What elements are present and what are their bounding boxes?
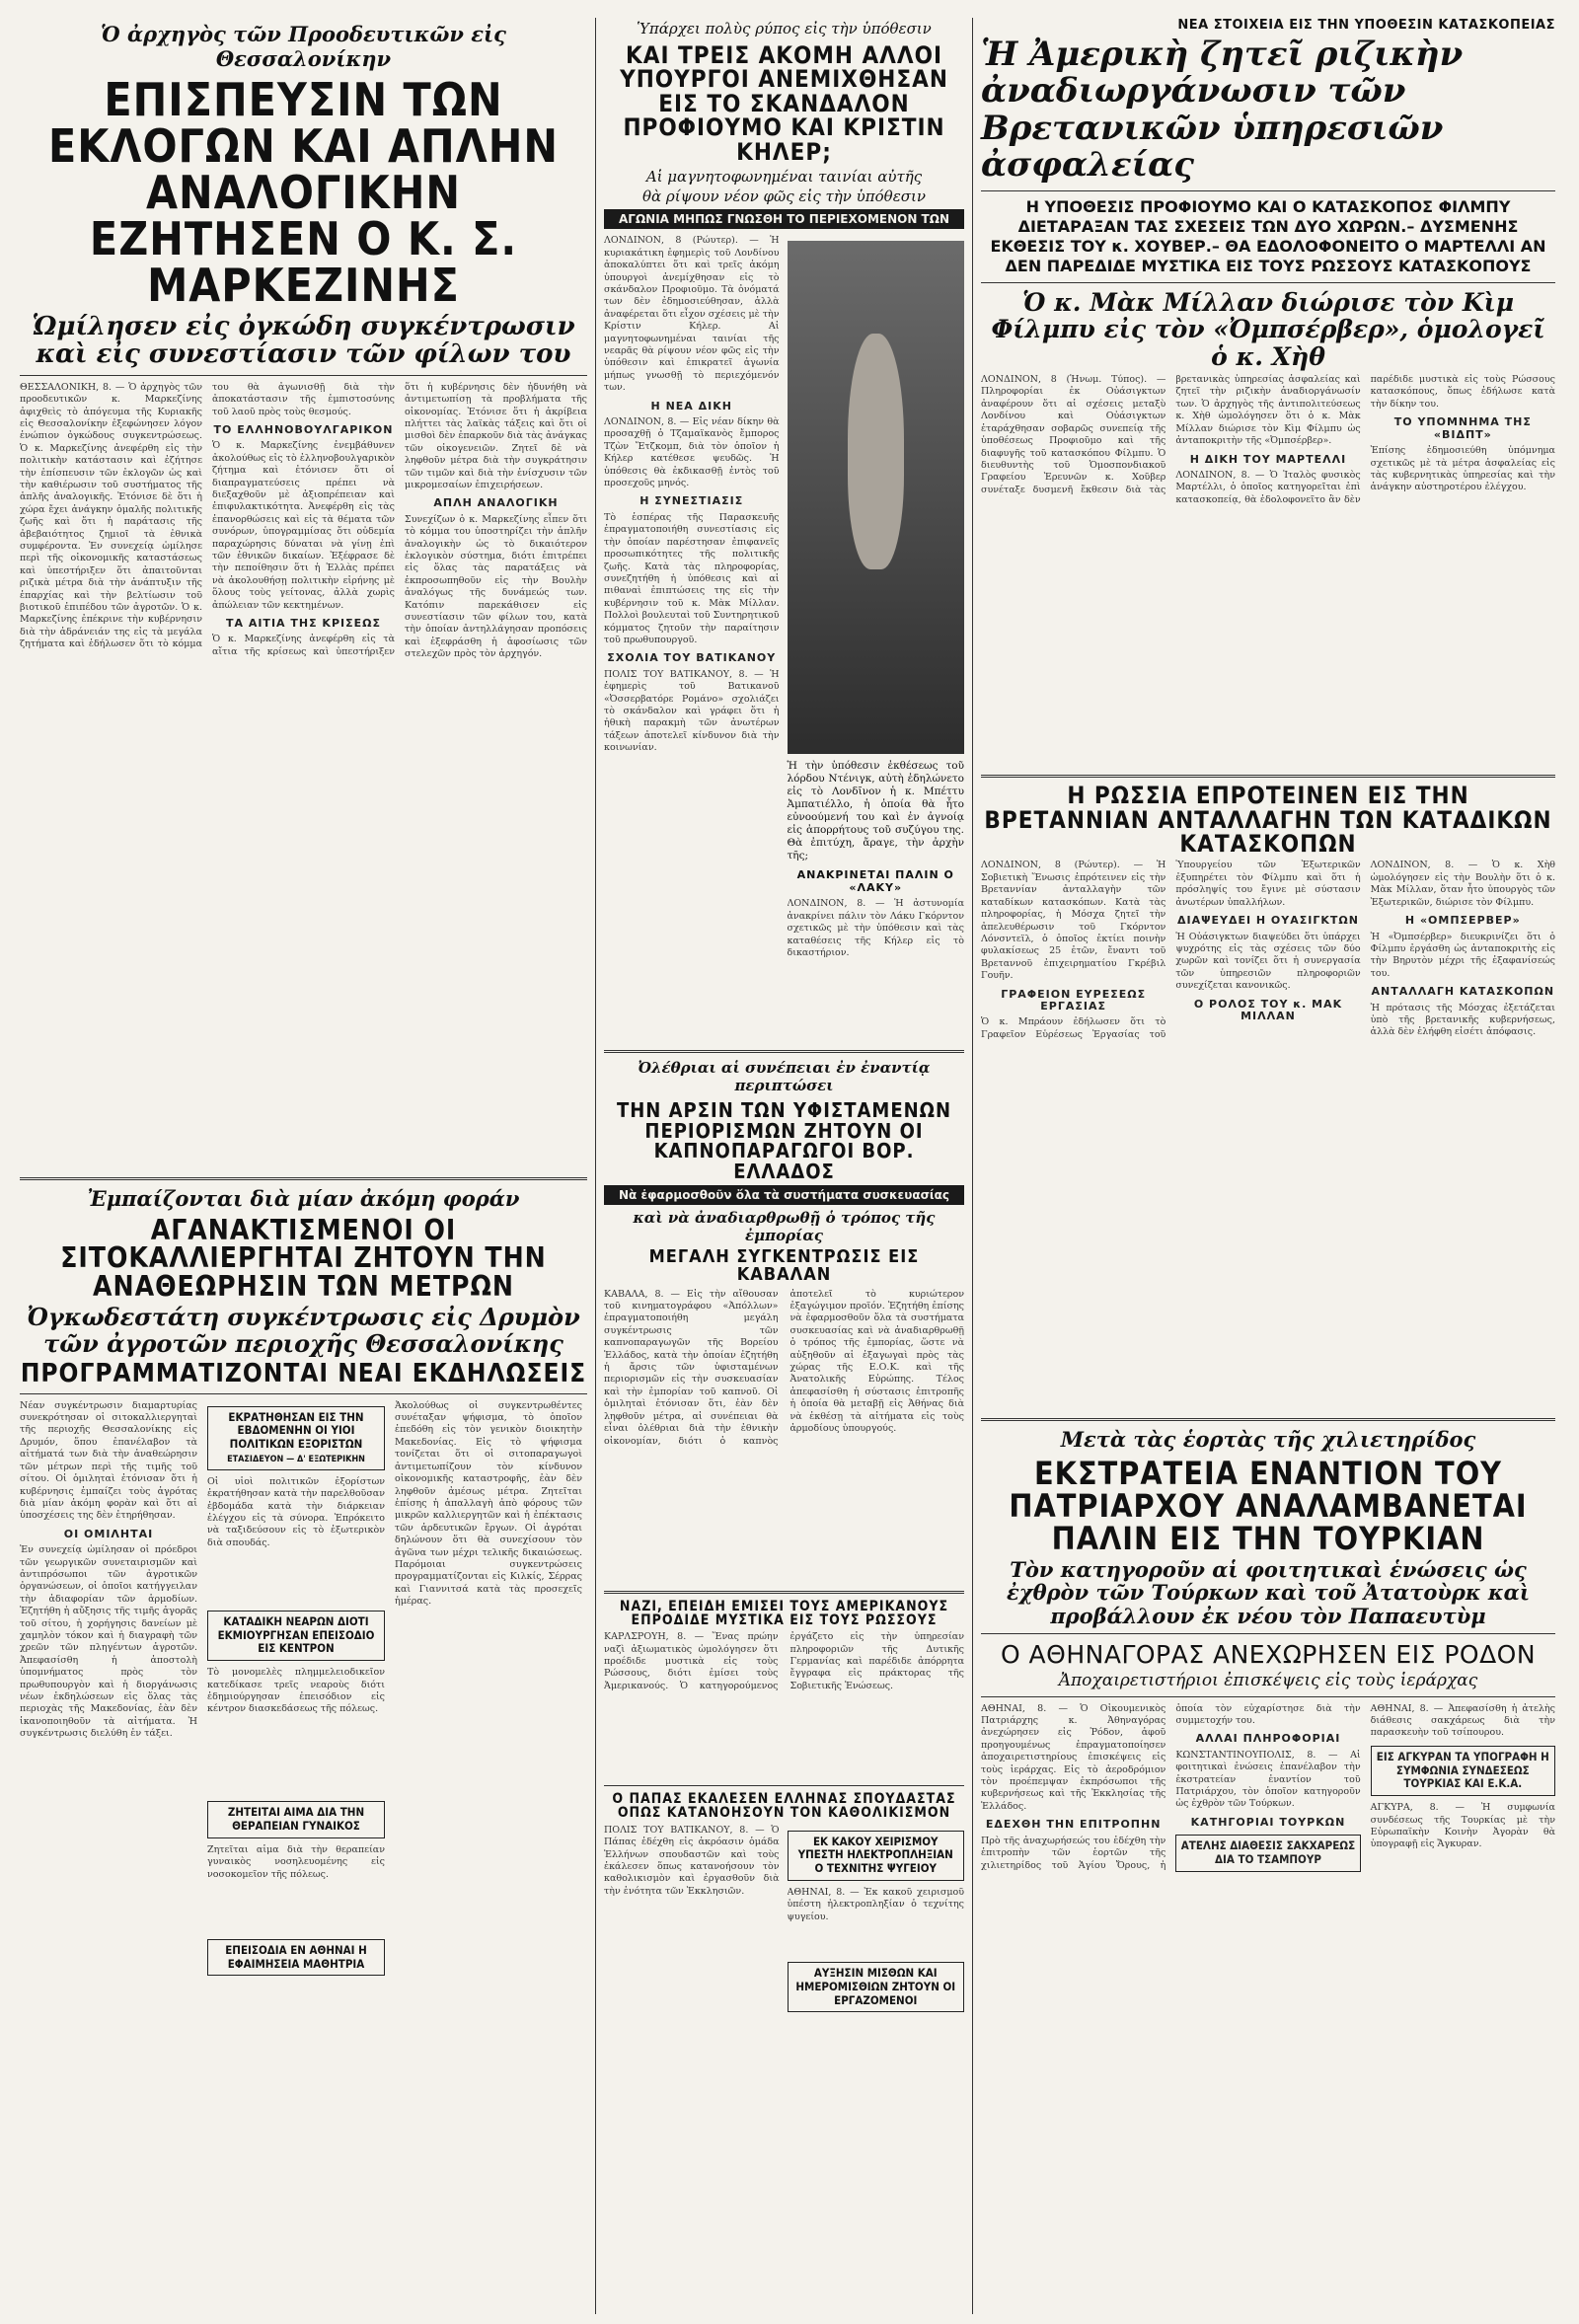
- section-vatikanou: ΣΧΟΛΙΑ ΤΟΥ ΒΑΤΙΚΑΝΟΥ: [607, 651, 777, 665]
- article-philby: ΛΟΝΔΙΝΟΝ, 8 (Ἡνωμ. Τύπος). — Πληροφορίαι ἐκ Οὐάσιγκτων ἀναφέρουν ὅτι αἱ σχέσεις μεταξὺ Λονδίνου καὶ Οὐάσιγκτων ἐταράχθησαν σοβαρῶς συνεπείᾳ τῆς ὑποθέσεως Προφιοῦμο καὶ τῆς διαφυγῆς τοῦ κατασκόπου Φίλμπυ. Ὁ διευθυντὴς τοῦ Ὁμοσπονδιακοῦ Γραφείου Ἐρευνῶν κ. Χοῦβερ συνέταξε δυσμενῆ ἔκθεσιν διὰ τὰς βρετανικὰς ὑπηρεσίας ἀσφαλείας καὶ ζητεῖ τὴν ριζικὴν ἀναδιοργάνωσίν των. Ὁ ἀρχηγὸς τῆς ἀντιπολιτεύσεως κ. Χὴθ ὡμολόγησεν ὅτι ὁ κ. Μὰκ Μίλλαν διώρισε τὸν Κὶμ Φίλμπυ ὡς ἀνταποκριτὴν τῆς «Ὀμπσέρβερ». Η ΔΙΚΗ ΤΟΥ ΜΑΡΤΕΛΛΙ ΛΟΝΔΙΝΟΝ, 8. — Ὁ Ἰταλὸς φυσικὸς Μαρτέλλι, ὁ ὁποῖος κατηγορεῖται ἐπὶ κατασκοπείᾳ, θὰ ἐδολοφονεῖτο ἂν δὲν παρέδιδε μυστικὰ εἰς τοὺς Ρώσσους κατασκόπους, ὅπως ἐδήλωσε κατὰ τὴν δίκην του. ΤΟ ΥΠΟΜΝΗΜΑ ΤΗΣ «ΒΙΔΠΤ» Ἐπίσης ἐδημοσιεύθη ὑπόμνημα σχετικῶς μὲ τὰ μέτρα ἀσφαλείας εἰς τὰς κυβερνητικὰς ὑπηρεσίας καὶ τὴν ἀνάγκην αὐστηροτέρου ἐλέγχου.: [981, 374, 1555, 505]
- section-grafeion: ΓΡΑΦΕΙΟΝ ΕΥΡΕΣΕΩΣ ΕΡΓΑΣΙΑΣ: [1001, 987, 1147, 1012]
- subhead-markezinis: Ὡμίλησεν εἰς ὀγκώδη συγκέντρωσιν καὶ εἰς συνεστίασιν τῶν φίλων του: [32, 311, 575, 370]
- section-diapsevdei: ΔΙΑΨΕΥΔΕΙ Η ΟΥΑΣΙΓΚΤΩΝ: [1177, 914, 1359, 928]
- section-diki-martelli: Η ΔΙΚΗ ΤΟΥ ΜΑΡΤΕΛΛΙ: [1189, 452, 1347, 466]
- section-nea-diki: Η ΝΕΑ ΔΙΚΗ: [650, 399, 732, 412]
- headline-sitokalliergites: ΑΓΑΝΑΚΤΙΣΜΕΝΟΙ ΟΙ ΣΙΤΟΚΑΛΛΙΕΡΓΗΤΑΙ ΖΗΤΟΥΝ ΤΗΝ ΑΝΑΘΕΩΡΗΣΙΝ ΤΩΝ ΜΕΤΡΩΝ: [60, 1213, 547, 1303]
- headline-rossia: Η ΡΩΣΣΙΑ ΕΠΡΟΤΕΙΝΕΝ ΕΙΣ ΤΗΝ ΒΡΕΤΑΝΝΙΑΝ ΑΝΤΑΛΛΑΓΗΝ ΤΩΝ ΚΑΤΑΔΙΚΩΝ ΚΑΤΑΣΚΟΠΩΝ: [984, 782, 1552, 858]
- box-katadiki-nearon: ΚΑΤΑΔΙΚΗ ΝΕΑΡΩΝ ΔΙΟΤΙ ΕΚΜΙΟΥΡΓΗΣΑΝ ΕΠΕΙΣΟΔΙΟ ΕΙΣ ΚΕΝΤΡΟΝ: [207, 1611, 385, 1661]
- bar-syskevasias: Νὰ ἐφαρμοσθοῦν ὅλα τὰ συστήματα συσκευασίας: [604, 1185, 964, 1205]
- section-observer: Η «ΟΜΠΣΕΡΒΕΡ»: [1404, 914, 1521, 928]
- headline-macmillan: Ὁ κ. Μὰκ Μίλλαν διώρισε τὸν Κὶμ Φίλμπυ εἰς τὸν «Ὀμπσέρβερ», ὁμολογεῖ ὁ κ. Χὴθ: [991, 287, 1545, 371]
- sub-emporia: καὶ νὰ ἀναδιαρθρωθῇ ὁ τρόπος τῆς ἐμπορίας: [633, 1208, 936, 1244]
- section-katigories: ΚΑΤΗΓΟΡΙΑΙ ΤΟΥΡΚΩΝ: [1190, 1815, 1346, 1829]
- box-ilektroplixia: ΕΚ ΚΑΚΟΥ ΧΕΙΡΙΣΜΟΥ ΥΠΕΣΤΗ ΗΛΕΚΤΡΟΠΛΗΞΙΑΝ Ο ΤΕΧΝΙΤΗΣ ΨΥΓΕΙΟΥ: [788, 1831, 965, 1881]
- section-aitia-kriseos: ΤΑ ΑΙΤΙΑ ΤΗΣ ΚΡΙΣΕΩΣ: [225, 617, 382, 631]
- deck-philby: Η ΥΠΟΘΕΣΙΣ ΠΡΟΦΙΟΥΜΟ ΚΑΙ Ο ΚΑΤΑΣΚΟΠΟΣ ΦΙΛΜΠΥ ΔΙΕΤΑΡΑΞΑΝ ΤΑΣ ΣΧΕΣΕΙΣ ΤΩΝ ΔΥΟ ΧΩΡΩΝ.– ΔΥΣΜΕΝΗΣ ΕΚΘΕΣΙΣ ΤΟΥ κ. ΧΟΥΒΕΡ.– ΘΑ ΕΔΟΛΟΦΟΝΕΙΤΟ Ο ΜΑΡΤΕΛΛΙ ΑΝ ΔΕΝ ΠΑΡΕΔΙΔΕ ΜΥΣΤΙΚΑ ΕΙΣ ΤΟΥΣ ΡΩΣΣΟΥΣ ΚΑΤΑΣΚΟΠΟΥΣ: [990, 196, 1546, 275]
- sub-ierarxes: Ἀποχαιρετιστήριοι ἐπισκέψεις εἰς τοὺς ἱεράρχας: [1058, 1670, 1478, 1690]
- section-apli-analogiki: ΑΠΛΗ ΑΝΑΛΟΓΙΚΗ: [433, 496, 559, 510]
- sub-tainiai: Αἱ μαγνητοφωνημέναι ταινίαι αὐτῆς: [645, 168, 923, 187]
- bar-agonia: ΑΓΩΝΙΑ ΜΗΠΩΣ ΓΝΩΣΘΗ ΤΟ ΠΕΡΙΕΧΟΜΕΝΟΝ ΤΩΝ: [604, 209, 964, 229]
- subhead-sitokalliergites: Ὀγκωδεστάτη συγκέντρωσις εἰς Δρυμὸν τῶν ἀγροτῶν περιοχῆς Θεσσαλονίκης: [27, 1303, 580, 1358]
- column-right: [973, 18, 1563, 2314]
- article-sitokalliergites: Νέαν συγκέντρωσιν διαμαρτυρίας συνεκρότησαν οἱ σιτοκαλλιεργηταὶ τῆς περιοχῆς Θεσσαλονίκης εἰς Δρυμόν, ὅπου ἐπανέλαβον τὰ αἰτήματά των διὰ τὴν ἀναθεώρησιν τῶν μέτρων περὶ τῆς τιμῆς τοῦ σίτου. Οἱ ὁμιληταὶ ἐτόνισαν ὅτι ἡ κυβέρνησις ἐμπαίζει τοὺς ἀγρότας διὰ μίαν ἀκόμη φορὰν καὶ ὅτι αἱ ὑποσχέσεις της δὲν ἐτηρήθησαν. ΟΙ ΟΜΙΛΗΤΑΙ Ἐν συνεχείᾳ ὡμίλησαν οἱ πρόεδροι τῶν γεωργικῶν συνεταιρισμῶν καὶ ἀντιπρόσωποι τῶν ἀγροτικῶν ὀργανώσεων, οἱ ὁποῖοι κατήγγειλαν τὴν ἀδιαφορίαν τῶν ἁρμοδίων. Ἐζητήθη ἡ αὔξησις τῆς τιμῆς ἀγορᾶς τοῦ σίτου, ἡ χορήγησις δανείων μὲ χαμηλὸν τόκον καὶ ἡ διαγραφὴ τῶν χρεῶν τῶν πληγέντων ἀγροτῶν. Ἀπεφασίσθη ἡ ἀποστολὴ ὑπομνήματος πρὸς τὸν πρωθυπουργὸν καὶ ἡ διοργάνωσις νέων ἐκδηλώσεων εἰς ὅλας τὰς περιοχὰς τῆς Μακεδονίας, ἐὰν δὲν ἱκανοποιηθοῦν τὰ αἰτήματα. Ἡ συγκέντρωσις διελύθη ἐν τάξει.: [20, 1399, 197, 1740]
- headline-ameriki: Ἡ Ἀμερικὴ ζητεῖ ριζικὴν ἀναδιωργάνωσιν τῶν Βρετανικῶν ὑπηρεσιῶν ἀσφαλείας: [981, 35, 1464, 186]
- box-aima-gynaikos: ΖΗΤΕΙΤΑΙ ΑΙΜΑ ΔΙΑ ΤΗΝ ΘΕΡΑΠΕΙΑΝ ΓΥΝΑΙΚΟΣ: [207, 1801, 385, 1838]
- headline-profumo: ΚΑΙ ΤΡΕΙΣ ΑΚΟΜΗ ΑΛΛΟΙ ΥΠΟΥΡΓΟΙ ΑΝΕΜΙΧΘΗΣΑΝ ΕΙΣ ΤΟ ΣΚΑΝΔΑΛΟΝ ΠΡΟΦΙΟΥΜΟ ΚΑΙ ΚΡΙΣΤΙΝ ΚΗΛΕΡ;: [620, 41, 948, 166]
- box-exoristoi: ΕΚΡΑΤΗΘΗΣΑΝ ΕΙΣ ΤΗΝ ΕΒΔΟΜΕΝΗΝ ΟΙ ΥΙΟΙ ΠΟΛΙΤΙΚΩΝ ΕΞΟΡΙΣΤΩΝ ΕΤΑΣΙΔΕΥΟΝ — Δ' ΕΞΩΤΕΡΙΚΗΝ: [207, 1406, 385, 1470]
- kicker-sitokalliergites: Ἐμπαίζονται διὰ μίαν ἀκόμη φοράν: [87, 1185, 520, 1211]
- section-omilitai: ΟΙ ΟΜΙΛΗΤΑΙ: [63, 1527, 154, 1540]
- box-mathitria: ΕΠΕΙΣΟΔΙΑ ΕΝ ΑΘΗΝΑΙ Η ΕΦΑΙΜΗΣΕΙΑ ΜΑΘΗΤΡΙΑ: [207, 1939, 385, 1977]
- headline-ekdiloseis: ΠΡΟΓΡΑΜΜΑΤΙΖΟΝΤΑΙ ΝΕΑΙ ΕΚΔΗΛΩΣΕΙΣ: [20, 1359, 587, 1389]
- sub-fos: θὰ ρίψουν νέον φῶς εἰς τὴν ὑπόθεσιν: [641, 187, 926, 206]
- article-profumo: ΛΟΝΔΙΝΟΝ, 8 (Ρώυτερ). — Ἡ κυριακάτικη ἐφημερὶς τοῦ Λονδίνου ἀποκαλύπτει ὅτι καὶ τρεῖς ἀκόμη ὑπουργοὶ ἀνεμίχθησαν εἰς τὸ σκάνδαλον Προφιοῦμο. Τὰ ὀνόματά των δὲν ἐδημοσιεύθησαν, ἀλλὰ ἀναφέρεται ὅτι εἶχον σχέσεις μὲ τὴν Κρίστιν Κήλερ. Αἱ μαγνητοφωνημέναι ταινίαι τῆς νεαρᾶς θὰ ρίψουν νέον φῶς εἰς τὴν ὑπόθεσιν καὶ ἐπικρατεῖ ἀγωνία μήπως γνωσθῇ τὸ περιεχόμενόν των. Η ΝΕΑ ΔΙΚΗ ΛΟΝΔΙΝΟΝ, 8. — Εἰς νέαν δίκην θὰ προσαχθῇ ὁ Τζαμαϊκανὸς ἔμπορος Τζὼν Ἔτζκομπ, διὰ τὸν ὁποῖον ἡ Κήλερ κατέθεσε ψευδῶς. Ἡ ὑπόθεσις θὰ ἐκδικασθῇ ἐντὸς τοῦ προσεχοῦς μηνός. Η ΣΥΝΕΣΤΙΑΣΙΣ Τὸ ἑσπέρας τῆς Παρασκευῆς ἐπραγματοποιήθη συνεστίασις εἰς τὴν ὁποίαν παρέστησαν ἐπιφανεῖς προσωπικότητες τῆς πολιτικῆς ζωῆς. Κατὰ τὰς πληροφορίας, συνεζητήθη ἡ ὑπόθεσις καὶ αἱ πιθαναὶ ἐπιπτώσεις της εἰς τὴν κυβέρνησιν τοῦ κ. Μὰκ Μίλλαν. Πολλοὶ βουλευταὶ τοῦ Συντηρητικοῦ κόμματος ζητοῦν τὴν παραίτησιν τοῦ πρωθυπουργοῦ. ΣΧΟΛΙΑ ΤΟΥ ΒΑΤΙΚΑΝΟΥ ΠΟΛΙΣ ΤΟΥ ΒΑΤΙΚΑΝΟΥ, 8. — Ἡ ἐφημερὶς τοῦ Βατικανοῦ «Ὀσσερβατόρε Ρομάνο» σχολιάζει τὸ σκάνδαλον καὶ γράφει ὅτι ἡ ἠθικὴ παρακμὴ τῶν ἀνωτέρων τάξεων ἀποτελεῖ κίνδυνον διὰ τὴν κοινωνίαν.: [604, 235, 780, 754]
- headline-nazi: ΝΑΖΙ, ΕΠΕΙΔΗ ΕΜΙΣΕΙ ΤΟΥΣ ΑΜΕΡΙΚΑΝΟΥΣ ΕΠΡΟΔΙΔΕ ΜΥΣΤΙΚΑ ΕΙΣ ΤΟΥΣ ΡΩΣΣΟΥΣ: [619, 1598, 949, 1628]
- article-antallagi: ΛΟΝΔΙΝΟΝ, 8 (Ρώυτερ). — Ἡ Σοβιετικὴ Ἕνωσις ἐπρότεινεν εἰς τὴν Βρεταννίαν ἀνταλλαγὴν τῶν καταδίκων κατασκόπων. Κατὰ τὰς πληροφορίας, ἡ Μόσχα ζητεῖ τὴν ἀπελευθέρωσιν τοῦ Γκόρντον Λόνσντεϊλ, ὁ ὁποῖος ἐκτίει ποινὴν φυλακίσεως 25 ἐτῶν, ἔναντι τοῦ Βρεταννοῦ ἐπιχειρηματίου Γκρέβιλ Γουῆν. ΓΡΑΦΕΙΟΝ ΕΥΡΕΣΕΩΣ ΕΡΓΑΣΙΑΣ Ὁ κ. Μπράουν ἐδήλωσεν ὅτι τὸ Γραφεῖον Εὑρέσεως Ἐργασίας τοῦ Ὑπουργείου τῶν Ἐξωτερικῶν ἐξυπηρέτει τὸν Φίλμπυ καὶ ὅτι ἡ πρόσληψίς του ἔγινε μὲ σύστασιν ἀνωτέρων ὑπαλλήλων. ΔΙΑΨΕΥΔΕΙ Η ΟΥΑΣΙΓΚΤΩΝ Ἡ Οὐάσιγκτων διαψεύδει ὅτι ὑπάρχει ψυχρότης εἰς τὰς σχέσεις τῶν δύο χωρῶν καὶ τονίζει ὅτι ἡ συνεργασία τῶν ὑπηρεσιῶν πληροφοριῶν συνεχίζεται κανονικῶς. Ο ΡΟΛΟΣ ΤΟΥ κ. ΜΑΚ ΜΙΛΛΑΝ ΛΟΝΔΙΝΟΝ, 8. — Ὁ κ. Χὴθ ὡμολόγησεν εἰς τὴν Βουλὴν ὅτι ὁ κ. Μὰκ Μίλλαν, ὅταν ἦτο ὑπουργὸς τῶν Ἐξωτερικῶν, διώρισε τὸν Φίλμπυ. Η «ΟΜΠΣΕΡΒΕΡ» Ἡ «Ὀμπσέρβερ» διευκρινίζει ὅτι ὁ Φίλμπυ ἐργάσθη ὡς ἀνταποκριτὴς εἰς τὴν Βηρυτὸν μέχρι τῆς ἐξαφανίσεώς του. ΑΝΤΑΛΛΑΓΗ ΚΑΤΑΣΚΟΠΩΝ Ἡ πρότασις τῆς Μόσχας ἐξετάζεται ὑπὸ τῆς βρετανικῆς κυβερνήσεως, ἀλλὰ δὲν ἐλήφθη εἰσέτι ἀπόφασις.: [981, 860, 1555, 1040]
- headline-papas: Ο ΠΑΠΑΣ ΕΚΑΛΕΣΕΝ ΕΛΛΗΝΑΣ ΣΠΟΥΔΑΣΤΑΣ ΟΠΩΣ ΚΑΤΑΝΟΗΣΟΥΝ ΤΟΝ ΚΑΘΟΛΙΚΙΣΜΟΝ: [612, 1791, 956, 1822]
- box-ayxisi-misthon: ΑΥΞΗΣΙΝ ΜΙΣΘΩΝ ΚΑΙ ΗΜΕΡΟΜΙΣΘΙΩΝ ΖΗΤΟΥΝ ΟΙ ΕΡΓΑΖΟΜΕΝΟΙ: [788, 1962, 965, 2012]
- section-lakky: ΑΝΑΚΡΙΝΕΤΑΙ ΠΑΛΙΝ Ο «ΛΑΚΥ»: [796, 868, 954, 895]
- kicker-patriarxis: Μετὰ τὰς ἑορτὰς τῆς χιλιετηρίδος: [1060, 1427, 1476, 1453]
- section-epitropi: ΕΔΕΧΘΗ ΤΗΝ ΕΠΙΤΡΟΠΗΝ: [985, 1818, 1162, 1832]
- headline-kavala: ΜΕΓΑΛΗ ΣΥΓΚΕΝΤΡΩΣΙΣ ΕΙΣ ΚΑΒΑΛΑΝ: [648, 1245, 920, 1286]
- kicker-kapnoparagogoi: Ὀλέθριαι αἱ συνέπειαι ἐν ἐναντίᾳ περιπτώσει: [638, 1059, 931, 1095]
- article-kapnos: ΚΑΒΑΛΑ, 8. — Εἰς τὴν αἴθουσαν τοῦ κινηματογράφου «Ἀπόλλων» ἐπραγματοποιήθη μεγάλη συγκέντρωσις τῶν καπνοπαραγωγῶν τῆς Βορείου Ἑλλάδος, κατὰ τὴν ὁποίαν ἐζητήθη ἡ ἄρσις τῶν ὑφισταμένων περιορισμῶν εἰς τὴν συσκευασίαν καὶ τὴν ἐμπορίαν τοῦ καπνοῦ. Οἱ ὁμιληταὶ ἐτόνισαν ὅτι, ἐὰν δὲν ληφθοῦν μέτρα, αἱ συνέπειαι θὰ εἶναι ὀλέθριαι διὰ τὴν ἐθνικὴν οἰκονομίαν, διότι ὁ καπνὸς ἀποτελεῖ τὸ κυριώτερον ἐξαγώγιμον προϊόν. Ἐζητήθη ἐπίσης νὰ ἐφαρμοσθοῦν ὅλα τὰ συστήματα συσκευασίας καὶ νὰ ἀναδιαρθρωθῇ ὁ τρόπος τῆς ἐμπορίας, ὥστε νὰ αὐξηθοῦν αἱ ἐξαγωγαὶ πρὸς τὰς χώρας τῆς Ε.Ο.Κ. καὶ τῆς Ἀνατολικῆς Εὐρώπης. Τέλος ἀπεφασίσθη ἡ σύστασις ἐπιτροπῆς ἡ ὁποία θὰ μεταβῇ εἰς Ἀθήνας διὰ νὰ ἐκθέσῃ τὰ αἰτήματα εἰς τοὺς ἁρμοδίους ὑπουργούς.: [604, 1288, 964, 1447]
- caption-betty: Ἡ τὴν ὑπόθεσιν ἐκθέσεως τοῦ λόρδου Ντένιγκ, αὐτὴ ἐδηλώνετο εἰς τὸ Λονδῖνον ἡ κ. Μπέττυ Ἀμπατιέλλο, ἡ ὁποία θὰ ἦτο εὐνοούμενή του καὶ ἐν ἀγνοίᾳ εἰς ἀπορρήτους τοῦ συζύγου της. Θὰ ἐπιτύχη, ἄραγε, τὴν ἀρχὴν τῆς;: [787, 760, 964, 862]
- kicker-markezinis: Ὁ ἀρχηγὸς τῶν Προοδευτικῶν εἰς Θεσσαλονίκην: [101, 22, 506, 71]
- section-synestiasis: Η ΣΥΝΕΣΤΙΑΣΙΣ: [639, 494, 744, 508]
- column-left: Ὁ ἀρχηγὸς τῶν Προοδευτικῶν εἰς Θεσσαλονίκην ΕΠΙΣΠΕΥΣΙΝ ΤΩΝ ΕΚΛΟΓΩΝ ΚΑΙ ΑΠΛΗΝ ΑΝΑΛΟΓΙΚΗΝ ΕΖΗΤΗΣΕΝ Ο Κ. Σ. ΜΑΡΚΕΖΙΝΗΣ Ὡμίλησεν εἰς ὀγκώδη συγκέντρωσιν καὶ εἰς συνεστίασιν τῶν φίλων του ΘΕΣΣΑΛΟΝΙΚΗ, 8. — Ὁ ἀρχηγὸς τῶν προοδευτικῶν κ. Μαρκεζίνης ἀφιχθεὶς τὸ ἀπόγευμα τῆς Κυριακῆς εἰς Θεσσαλονίκην ἐξεφώνησεν λόγον ἐνώπιον ὀγκώδους συγκεντρώσεως. Ὁ κ. Μαρκεζίνης ἀνεφέρθη εἰς τὴν πολιτικὴν κατάστασιν καὶ ἐζήτησε τὴν ἐπίσπευσιν τῶν ἐκλογῶν ὡς καὶ τὴν καθιέρωσιν τοῦ συστήματος τῆς ἁπλῆς ἀναλογικῆς. Ἐτόνισε δὲ ὅτι ἡ χώρα ἔχει ἀνάγκην ὁμαλῆς πολιτικῆς ζωῆς καὶ ὅτι ἡ παράτασις τῆς ἀβεβαιότητος ζημιοῖ τὰ ἐθνικὰ συμφέροντα. Ἐν συνεχείᾳ ὡμίλησε περὶ τῆς οἰκονομικῆς καταστάσεως καὶ ὑπεστήριξεν ὅτι ἀπαιτοῦνται ριζικὰ μέτρα διὰ τὴν ἀνάπτυξιν τῆς ἐπαρχίας καὶ τὴν βελτίωσιν τοῦ βιοτικοῦ ἐπιπέδου τῶν ἀγροτῶν. Ὁ κ. Μαρκεζίνης ἐπέκρινε τὴν κυβέρνησιν διὰ τὴν ἀδράνειάν της εἰς τὰ μεγάλα ζητήματα καὶ ἐδήλωσεν ὅτι τὸ κόμμα του θὰ ἀγωνισθῇ διὰ τὴν ἀποκατάστασιν τῆς ἐμπιστοσύνης τοῦ λαοῦ πρὸς τοὺς θεσμούς. ΤΟ ΕΛΛΗΝΟΒΟΥΛΓΑΡΙΚΟΝ Ὁ κ. Μαρκεζίνης ἐνεμβάθυνεν ἀκολούθως εἰς τὸ ἑλληνοβουλγαρικὸν ζήτημα καὶ ἐτόνισεν ὅτι οἱ διαπραγματεύσεις πρέπει νὰ διεξαχθοῦν μὲ ἀξιοπρέπειαν καὶ ἐπιφυλακτικότητα. Ἀνεφέρθη εἰς τὰς ἐπανορθώσεις καὶ εἰς τὰ θέματα τῶν συνόρων, ὑπογραμμίσας ὅτι οὐδεμία παραχώρησις δύναται νὰ γίνῃ ἐπὶ τῶν ἐθνικῶν δικαίων. Ἐξέφρασε δὲ τὴν πεποίθησιν ὅτι ἡ Ἑλλὰς πρέπει νὰ ἀκολουθήσῃ πολιτικὴν εἰρήνης μὲ ὅλους τοὺς γείτονας, ἀλλὰ χωρὶς ἀπώλειαν τῶν κεκτημένων. ΤΑ ΑΙΤΙΑ ΤΗΣ ΚΡΙΣΕΩΣ Ὁ κ. Μαρκεζίνης ἀνεφέρθη εἰς τὰ αἴτια τῆς κρίσεως καὶ ὑπεστήριξεν ὅτι ἡ κυβέρνησις δὲν ἠδυνήθη νὰ ἀντιμετωπίσῃ τὰ προβλήματα τῆς οἰκονομίας. Ἐτόνισε ὅτι ἡ ἀκρίβεια πλήττει τὰς λαϊκὰς τάξεις καὶ ὅτι οἱ μισθοὶ δὲν ἐπαρκοῦν διὰ τὰς ἀνάγκας τῶν οἰκογενειῶν. Ζητεῖ δὲ νὰ ληφθοῦν μέτρα διὰ τὴν συγκράτησιν τῶν τιμῶν καὶ διὰ τὴν ἐνίσχυσιν τῶν μικρομεσαίων ἐπιχειρήσεων. ΑΠΛΗ ΑΝΑΛΟΓΙΚΗ Συνεχίζων ὁ κ. Μαρκεζίνης εἶπεν ὅτι τὸ κόμμα του ὑποστηρίζει τὴν ἁπλῆν ἀναλογικὴν ὡς τὸ δικαιότερον ἐκλογικὸν σύστημα, διότι ἐπιτρέπει εἰς ὅλας τὰς παρατάξεις νὰ ἐκπροσωπηθοῦν εἰς τὴν Βουλὴν ἀναλόγως τῆς δυνάμεώς των. Κατόπιν παρεκάθισεν εἰς συνεστίασιν τῶν φίλων του, κατὰ τὴν ὁποίαν ἀντηλλάγησαν προπόσεις καὶ ἐξεφράσθη ἡ ἀφοσίωσις τῶν στελεχῶν πρὸς τὸν ἀρχηγόν. Ἐμπαίζονται διὰ μίαν ἀκόμη φοράν ΑΓΑΝΑΚΤΙΣΜΕΝΟΙ ΟΙ ΣΙΤΟΚΑΛΛΙΕΡΓΗΤΑΙ ΖΗΤΟΥΝ ΤΗΝ ΑΝΑΘΕΩΡΗΣΙΝ ΤΩΝ ΜΕΤΡΩΝ Ὀγκωδεστάτη συγκέντρωσις εἰς Δρυμὸν τῶν ἀγροτῶν περιοχῆς Θεσσαλονίκης ΠΡΟΓΡΑΜΜΑΤΙΖΟΝΤΑΙ ΝΕΑΙ ΕΚΔΗΛΩΣΕΙΣ Νέαν συγκέντρωσιν διαμαρτυρίας συνεκρότησαν οἱ σιτοκαλλιεργηταὶ τῆς περιοχῆς Θεσσαλονίκης εἰς Δρυμόν, ὅπου ἐπανέλαβον τὰ αἰτήματά των διὰ τὴν ἀναθεώρησιν τῶν μέτρων περὶ τῆς τιμῆς τοῦ σίτου. Οἱ ὁμιληταὶ ἐτόνισαν ὅτι ἡ κυβέρνησις ἐμπαίζει τοὺς ἀγρότας διὰ μίαν ἀκόμη φορὰν καὶ ὅτι αἱ ὑποσχέσεις της δὲν ἐτηρήθησαν. ΟΙ ΟΜΙΛΗΤΑΙ Ἐν συνεχείᾳ ὡμίλησαν οἱ πρόεδροι τῶν γεωργικῶν συνεταιρισμῶν καὶ ἀντιπρόσωποι τῶν ἀγροτικῶν ὀργανώσεων, οἱ ὁποῖοι κατήγγειλαν τὴν ἀδιαφορίαν τῶν ἁρμοδίων. Ἐζητήθη ἡ αὔξησις τῆς τιμῆς ἀγορᾶς τοῦ σίτου, ἡ χορήγησις δανείων μὲ χαμηλὸν τόκον καὶ ἡ διαγραφὴ τῶν χρεῶν τῶν πληγέντων ἀγροτῶν. Ἀπεφασίσθη ἡ ἀποστολὴ ὑπομνήματος πρὸς τὸν πρωθυπουργὸν καὶ ἡ διοργάνωσις νέων ἐκδηλώσεων εἰς ὅλας τὰς περιοχὰς τῆς Μακεδονίας, ἐὰν δὲν ἱκανοποιηθοῦν τὰ αἰτήματα. Ἡ συγκέντρωσις διελύθη ἐν τάξει. ΕΚΡΑΤΗΘΗΣΑΝ ΕΙΣ ΤΗΝ ΕΒΔΟΜΕΝΗΝ ΟΙ ΥΙΟΙ ΠΟΛΙΤΙΚΩΝ ΕΞΟΡΙΣΤΩΝ ΕΤΑΣΙΔΕΥΟΝ — Δ' ΕΞΩΤΕΡΙΚΗΝ Οἱ υἱοὶ πολιτικῶν ἐξορίστων ἐκρατήθησαν κατὰ τὴν παρελθοῦσαν ἑβδομάδα κατὰ τὴν διάρκειαν ἐλέγχου εἰς τὰ σύνορα. Ἐπρόκειτο νὰ ταξιδεύσουν εἰς τὸ ἐξωτερικὸν διὰ σπουδάς. ΚΑΤΑΔΙΚΗ ΝΕΑΡΩΝ ΔΙΟΤΙ ΕΚΜΙΟΥΡΓΗΣΑΝ ΕΠΕΙΣΟΔΙΟ ΕΙΣ ΚΕΝΤΡΟΝ Τὸ μονομελὲς πλημμελειοδικεῖον κατεδίκασε τρεῖς νεαροὺς διότι ἐδημιούργησαν ἐπεισόδιον εἰς κέντρον διασκεδάσεως τῆς πόλεως. ΖΗΤΕΙΤΑΙ ΑΙΜΑ ΔΙΑ ΤΗΝ ΘΕΡΑΠΕΙΑΝ ΓΥΝΑΙΚΟΣ Ζητεῖται αἷμα διὰ τὴν θεραπείαν γυναικὸς νοσηλευομένης εἰς νοσοκομεῖον τῆς πόλεως. ΕΠΕΙΣΟΔΙΑ ΕΝ ΑΘΗΝΑΙ Η ΕΦΑΙΜΗΣΕΙΑ ΜΑΘΗΤΡΙΑ Ἀκολούθως οἱ συγκεντρωθέντες συνέταξαν ψήφισμα, τὸ ὁποῖον ἐπεδόθη εἰς τὸν γενικὸν διοικητὴν Μακεδονίας. Εἰς τὸ ψήφισμα τονίζεται ὅτι οἱ σιτοπαραγωγοὶ ἀντιμετωπίζουν τὸν κίνδυνον οἰκονομικῆς καταστροφῆς, ἐὰν δὲν ληφθοῦν ἀμέσως μέτρα. Ζητεῖται ἐπίσης ἡ ἀπαλλαγὴ ἀπὸ φόρους τῶν μικρῶν καλλιεργητῶν καὶ ἡ ἐπέκτασις τῶν ἀρδευτικῶν ἔργων. Οἱ ἀγρόται δηλώνουν ὅτι θὰ συνεχίσουν τὸν ἀγῶνα των μέχρι τελικῆς δικαιώσεως. Παρόμοιαι συγκεντρώσεις προγραμματίζονται εἰς Κιλκίς, Σέρρας καὶ Γιαννιτσά κατὰ τὰς προσεχεῖς ἡμέρας.: [12, 18, 596, 2314]
- article-athinagoras: ΑΘΗΝΑΙ, 8. — Ὁ Οἰκουμενικὸς Πατριάρχης κ. Ἀθηναγόρας ἀνεχώρησεν εἰς Ῥόδον, ἀφοῦ προηγουμένως ἐπραγματοποίησεν ἀποχαιρετιστηρίους ἐπισκέψεις εἰς τοὺς ἱεράρχας. Εἰς τὸ ἀεροδρόμιον τὸν προέπεμψαν ἐκπρόσωποι τῆς κυβερνήσεως καὶ τῆς Ἐκκλησίας τῆς Ἑλλάδος. ΕΔΕΧΘΗ ΤΗΝ ΕΠΙΤΡΟΠΗΝ Πρὸ τῆς ἀναχωρήσεώς του ἐδέχθη τὴν ἐπιτροπὴν τῶν ἑορτῶν τῆς χιλιετηρίδος τοῦ Ἁγίου Ὄρους, ἡ ὁποία τὸν εὐχαρίστησε διὰ τὴν συμμετοχήν του. ΑΛΛΑΙ ΠΛΗΡΟΦΟΡΙΑΙ ΚΩΝΣΤΑΝΤΙΝΟΥΠΟΛΙΣ, 8. — Αἱ φοιτητικαὶ ἑνώσεις ἐπανέλαβον τὴν ἐκστρατείαν ἐναντίον τοῦ Πατριάρχου, τὸν ὁποῖον κατηγοροῦν ὡς ἐχθρὸν τῶν Τούρκων. ΚΑΤΗΓΟΡΙΑΙ ΤΟΥΡΚΩΝ ΑΤΕΛΗΣ ΔΙΑΘΕΣΙΣ ΣΑΚΧΑΡΕΩΣ ΔΙΑ ΤΟ ΤΣΑΜΠΟΥΡ ΑΘΗΝΑΙ, 8. — Ἀπεφασίσθη ἡ ἀτελὴς διάθεσις σακχάρεως διὰ τὴν παρασκευὴν τοῦ τσίπουρου. ΕΙΣ ΑΓΚΥΡΑΝ ΤΑ ΥΠΟΓΡΑΦΗ Η ΣΥΜΦΩΝΙΑ ΣΥΝΔΕΣΕΩΣ ΤΟΥΡΚΙΑΣ ΚΑΙ Ε.Κ.Α. ΑΓΚΥΡΑ, 8. — Ἡ συμφωνία συνδέσεως τῆς Τουρκίας μὲ τὴν Εὐρωπαϊκὴν Κοινὴν Ἀγορὰν θὰ ὑπογραφῇ εἰς Ἄγκυραν.: [981, 1702, 1555, 1871]
- headline-athinagoras: Ο ΑΘΗΝΑΓΟΡΑΣ ΑΝΕΧΩΡΗΣΕΝ ΕΙΣ ΡΟΔΟΝ: [1000, 1639, 1537, 1669]
- box-sakxareos: ΑΤΕΛΗΣ ΔΙΑΘΕΣΙΣ ΣΑΚΧΑΡΕΩΣ ΔΙΑ ΤΟ ΤΣΑΜΠΟΥΡ: [1175, 1835, 1360, 1872]
- headline-markezinis: ΕΠΙΣΠΕΥΣΙΝ ΤΩΝ ΕΚΛΟΓΩΝ ΚΑΙ ΑΠΛΗΝ ΑΝΑΛΟΓΙΚΗΝ ΕΖΗΤΗΣΕΝ Ο Κ. Σ. ΜΑΡΚΕΖΙΝΗΣ: [48, 73, 559, 312]
- section-ellinovoulgarikon: ΤΟ ΕΛΛΗΝΟΒΟΥΛΓΑΡΙΚΟΝ: [213, 422, 394, 436]
- headline-patriarxis: ΕΚΣΤΡΑΤΕΙΑ ΕΝΑΝΤΙΟΝ ΤΟΥ ΠΑΤΡΙΑΡΧΟΥ ΑΝΑΛΑΜΒΑΝΕΤΑΙ ΠΑΛΙΝ ΕΙΣ ΤΗΝ ΤΟΥΡΚΙΑΝ: [1009, 1455, 1528, 1557]
- section-antallagi: ΑΝΤΑΛΛΑΓΗ ΚΑΤΑΣΚΟΠΩΝ: [1371, 985, 1555, 999]
- section-rolos: Ο ΡΟΛΟΣ ΤΟΥ κ. ΜΑΚ ΜΙΛΛΑΝ: [1193, 997, 1343, 1022]
- column-middle: Ὑπάρχει πολὺς ρύπος εἰς τὴν ὑπόθεσιν ΚΑΙ ΤΡΕΙΣ ΑΚΟΜΗ ΑΛΛΟΙ ΥΠΟΥΡΓΟΙ ΑΝΕΜΙΧΘΗΣΑΝ ΕΙΣ ΤΟ ΣΚΑΝΔΑΛΟΝ ΠΡΟΦΙΟΥΜΟ ΚΑΙ ΚΡΙΣΤΙΝ ΚΗΛΕΡ; Αἱ μαγνητοφωνημέναι ταινίαι αὐτῆς θὰ ρίψουν νέον φῶς εἰς τὴν ὑπόθεσιν ΑΓΩΝΙΑ ΜΗΠΩΣ ΓΝΩΣΘΗ ΤΟ ΠΕΡΙΕΧΟΜΕΝΟΝ ΤΩΝ ΛΟΝΔΙΝΟΝ, 8 (Ρώυτερ). — Ἡ κυριακάτικη ἐφημερὶς τοῦ Λονδίνου ἀποκαλύπτει ὅτι καὶ τρεῖς ἀκόμη ὑπουργοὶ ἀνεμίχθησαν εἰς τὸ σκάνδαλον Προφιοῦμο. Τὰ ὀνόματά των δὲν ἐδημοσιεύθησαν, ἀλλὰ ἀναφέρεται ὅτι εἶχον σχέσεις μὲ τὴν Κρίστιν Κήλερ. Αἱ μαγνητοφωνημέναι ταινίαι τῆς νεαρᾶς θὰ ρίψουν νέον φῶς εἰς τὴν ὑπόθεσιν καὶ ἐπικρατεῖ ἀγωνία μήπως γνωσθῇ τὸ περιεχόμενόν των. Η ΝΕΑ ΔΙΚΗ ΛΟΝΔΙΝΟΝ, 8. — Εἰς νέαν δίκην θὰ προσαχθῇ ὁ Τζαμαϊκανὸς ἔμπορος Τζὼν Ἔτζκομπ, διὰ τὸν ὁποῖον ἡ Κήλερ κατέθεσε ψευδῶς. Ἡ ὑπόθεσις θὰ ἐκδικασθῇ ἐντὸς τοῦ προσεχοῦς μηνός. Η ΣΥΝΕΣΤΙΑΣΙΣ Τὸ ἑσπέρας τῆς Παρασκευῆς ἐπραγματοποιήθη συνεστίασις εἰς τὴν ὁποίαν παρέστησαν ἐπιφανεῖς προσωπικότητες τῆς πολιτικῆς ζωῆς. Κατὰ τὰς πληροφορίας, συνεζητήθη ἡ ὑπόθεσις καὶ αἱ πιθαναὶ ἐπιπτώσεις της εἰς τὴν κυβέρνησιν τοῦ κ. Μὰκ Μίλλαν. Πολλοὶ βουλευταὶ τοῦ Συντηρητικοῦ κόμματος ζητοῦν τὴν παραίτησιν τοῦ πρωθυπουργοῦ. ΣΧΟΛΙΑ ΤΟΥ ΒΑΤΙΚΑΝΟΥ ΠΟΛΙΣ ΤΟΥ ΒΑΤΙΚΑΝΟΥ, 8. — Ἡ ἐφημερὶς τοῦ Βατικανοῦ «Ὀσσερβατόρε Ρομάνο» σχολιάζει τὸ σκάνδαλον καὶ γράφει ὅτι ἡ ἠθικὴ παρακμὴ τῶν ἀνωτέρων τάξεων ἀποτελεῖ κίνδυνον διὰ τὴν κοινωνίαν. Ἡ τὴν ὑπόθεσιν ἐκθέσεως τοῦ λόρδου Ντένιγκ, αὐτὴ ἐδηλώνετο εἰς τὸ Λονδῖνον ἡ κ. Μπέττυ Ἀμπατιέλλο, ἡ ὁποία θὰ ἦτο εὐνοούμενή του καὶ ἐν ἀγνοίᾳ εἰς ἀπορρήτους τοῦ συζύγου της. Θὰ ἐπιτύχη, ἄραγε, τὴν ἀρχὴν τῆς; ΑΝΑΚΡΙΝΕΤΑΙ ΠΑΛΙΝ Ο «ΛΑΚΥ» ΛΟΝΔΙΝΟΝ, 8. — Ἡ ἀστυνομία ἀνακρίνει πάλιν τὸν Λάκυ Γκόρντον σχετικῶς μὲ τὴν ὑπόθεσιν καὶ τὰς καταθέσεις τῆς Κήλερ εἰς τὸ δικαστήριον. Ὀλέθριαι αἱ συνέπειαι ἐν ἐναντίᾳ περιπτώσει ΤΗΝ ΑΡΣΙΝ ΤΩΝ ΥΦΙΣΤΑΜΕΝΩΝ ΠΕΡΙΟΡΙΣΜΩΝ ΖΗΤΟΥΝ ΟΙ ΚΑΠΝΟΠΑΡΑΓΩΓΟΙ ΒΟΡ. ΕΛΛΑΔΟΣ Νὰ ἐφαρμοσθοῦν ὅλα τὰ συστήματα συσκευασίας καὶ νὰ ἀναδιαρθρωθῇ ὁ τρόπος τῆς ἐμπορίας ΜΕΓΑΛΗ ΣΥΓΚΕΝΤΡΩΣΙΣ ΕΙΣ ΚΑΒΑΛΑΝ ΚΑΒΑΛΑ, 8. — Εἰς τὴν αἴθουσαν τοῦ κινηματογράφου «Ἀπόλλων» ἐπραγματοποιήθη μεγάλη συγκέντρωσις τῶν καπνοπαραγωγῶν τῆς Βορείου Ἑλλάδος, κατὰ τὴν ὁποίαν ἐζητήθη ἡ ἄρσις τῶν ὑφισταμένων περιορισμῶν εἰς τὴν συσκευασίαν καὶ τὴν ἐμπορίαν τοῦ καπνοῦ. Οἱ ὁμιληταὶ ἐτόνισαν ὅτι, ἐὰν δὲν ληφθοῦν μέτρα, αἱ συνέπειαι θὰ εἶναι ὀλέθριαι διὰ τὴν ἐθνικὴν οἰκονομίαν, διότι ὁ καπνὸς ἀποτελεῖ τὸ κυριώτερον ἐξαγώγιμον προϊόν. Ἐζητήθη ἐπίσης νὰ ἐφαρμοσθοῦν ὅλα τὰ συστήματα συσκευασίας καὶ νὰ ἀναδιαρθρωθῇ ὁ τρόπος τῆς ἐμπορίας, ὥστε νὰ αὐξηθοῦν αἱ ἐξαγωγαὶ πρὸς τὰς χώρας τῆς Ε.Ο.Κ. καὶ τῆς Ἀνατολικῆς Εὐρώπης. Τέλος ἀπεφασίσθη ἡ σύστασις ἐπιτροπῆς ἡ ὁποία θὰ μεταβῇ εἰς Ἀθήνας διὰ νὰ ἐκθέσῃ τὰ αἰτήματα εἰς τοὺς ἁρμοδίους ὑπουργούς. ΝΑΖΙ, ΕΠΕΙΔΗ ΕΜΙΣΕΙ ΤΟΥΣ ΑΜΕΡΙΚΑΝΟΥΣ ΕΠΡΟΔΙΔΕ ΜΥΣΤΙΚΑ ΕΙΣ ΤΟΥΣ ΡΩΣΣΟΥΣ ΚΑΡΛΣΡΟΥΗ, 8. — Ἕνας πρώην ναζὶ ἀξιωματικὸς ὡμολόγησεν ὅτι προέδιδε μυστικὰ εἰς τοὺς Ρώσσους, διότι ἐμίσει τοὺς Ἀμερικανούς. Ὁ κατηγορούμενος ἐργάζετο εἰς τὴν ὑπηρεσίαν πληροφοριῶν τῆς Δυτικῆς Γερμανίας καὶ παρέδιδε ἀπόρρητα ἔγγραφα εἰς πράκτορας τῆς Σοβιετικῆς Ἑνώσεως. Ο ΠΑΠΑΣ ΕΚΑΛΕΣΕΝ ΕΛΛΗΝΑΣ ΣΠΟΥΔΑΣΤΑΣ ΟΠΩΣ ΚΑΤΑΝΟΗΣΟΥΝ ΤΟΝ ΚΑΘΟΛΙΚΙΣΜΟΝ ΠΟΛΙΣ ΤΟΥ ΒΑΤΙΚΑΝΟΥ, 8. — Ὁ Πάπας ἐδέχθη εἰς ἀκρόασιν ὁμάδα Ἑλλήνων σπουδαστῶν καὶ τοὺς ἐκάλεσεν ὅπως κατανοήσουν τὸν καθολικισμὸν καὶ ἐργασθοῦν διὰ τὴν ἑνότητα τῶν Ἐκκλησιῶν. ΕΚ ΚΑΚΟΥ ΧΕΙΡΙΣΜΟΥ ΥΠΕΣΤΗ ΗΛΕΚΤΡΟΠΛΗΞΙΑΝ Ο ΤΕΧΝΙΤΗΣ ΨΥΓΕΙΟΥ ΑΘΗΝΑΙ, 8. — Ἐκ κακοῦ χειρισμοῦ ὑπέστη ἠλεκτροπληξίαν ὁ τεχνίτης ψυγείου. ΑΥΞΗΣΙΝ ΜΙΣΘΩΝ ΚΑΙ ΗΜΕΡΟΜΙΣΘΙΩΝ ΖΗΤΟΥΝ ΟΙ ΕΡΓΑΖΟΜΕΝΟΙ: [596, 18, 973, 2314]
- article-markezinis: ΘΕΣΣΑΛΟΝΙΚΗ, 8. — Ὁ ἀρχηγὸς τῶν προοδευτικῶν κ. Μαρκεζίνης ἀφιχθεὶς τὸ ἀπόγευμα τῆς Κυριακῆς εἰς Θεσσαλονίκην ἐξεφώνησεν λόγον ἐνώπιον ὀγκώδους συγκεντρώσεως. Ὁ κ. Μαρκεζίνης ἀνεφέρθη εἰς τὴν πολιτικὴν κατάστασιν καὶ ἐζήτησε τὴν ἐπίσπευσιν τῶν ἐκλογῶν ὡς καὶ τὴν καθιέρωσιν τοῦ συστήματος τῆς ἁπλῆς ἀναλογικῆς. Ἐτόνισε δὲ ὅτι ἡ χώρα ἔχει ἀνάγκην ὁμαλῆς πολιτικῆς ζωῆς καὶ ὅτι ἡ παράτασις τῆς ἀβεβαιότητος ζημιοῖ τὰ ἐθνικὰ συμφέροντα. Ἐν συνεχείᾳ ὡμίλησε περὶ τῆς οἰκονομικῆς καταστάσεως καὶ ὑπεστήριξεν ὅτι ἀπαιτοῦνται ριζικὰ μέτρα διὰ τὴν ἀνάπτυξιν τῆς ἐπαρχίας καὶ τὴν βελτίωσιν τοῦ βιοτικοῦ ἐπιπέδου τῶν ἀγροτῶν. Ὁ κ. Μαρκεζίνης ἐπέκρινε τὴν κυβέρνησιν διὰ τὴν ἀδράνειάν της εἰς τὰ μεγάλα ζητήματα καὶ ἐδήλωσεν ὅτι τὸ κόμμα του θὰ ἀγωνισθῇ διὰ τὴν ἀποκατάστασιν τῆς ἐμπιστοσύνης τοῦ λαοῦ πρὸς τοὺς θεσμούς. ΤΟ ΕΛΛΗΝΟΒΟΥΛΓΑΡΙΚΟΝ Ὁ κ. Μαρκεζίνης ἐνεμβάθυνεν ἀκολούθως εἰς τὸ ἑλληνοβουλγαρικὸν ζήτημα καὶ ἐτόνισεν ὅτι οἱ διαπραγματεύσεις πρέπει νὰ διεξαχθοῦν μὲ ἀξιοπρέπειαν καὶ ἐπιφυλακτικότητα. Ἀνεφέρθη εἰς τὰς ἐπανορθώσεις καὶ εἰς τὰ θέματα τῶν συνόρων, ὑπογραμμίσας ὅτι οὐδεμία παραχώρησις δύναται νὰ γίνῃ ἐπὶ τῶν ἐθνικῶν δικαίων. Ἐξέφρασε δὲ τὴν πεποίθησιν ὅτι ἡ Ἑλλὰς πρέπει νὰ ἀκολουθήσῃ πολιτικὴν εἰρήνης μὲ ὅλους τοὺς γείτονας, ἀλλὰ χωρὶς ἀπώλειαν τῶν κεκτημένων. ΤΑ ΑΙΤΙΑ ΤΗΣ ΚΡΙΣΕΩΣ Ὁ κ. Μαρκεζίνης ἀνεφέρθη εἰς τὰ αἴτια τῆς κρίσεως καὶ ὑπεστήριξεν ὅτι ἡ κυβέρνησις δὲν ἠδυνήθη νὰ ἀντιμετωπίσῃ τὰ προβλήματα τῆς οἰκονομίας. Ἐτόνισε ὅτι ἡ ἀκρίβεια πλήττει τὰς λαϊκὰς τάξεις καὶ ὅτι οἱ μισθοὶ δὲν ἐπαρκοῦν διὰ τὰς ἀνάγκας τῶν οἰκογενειῶν. Ζητεῖ δὲ νὰ ληφθοῦν μέτρα διὰ τὴν συγκράτησιν τῶν τιμῶν καὶ διὰ τὴν ἐνίσχυσιν τῶν μικρομεσαίων ἐπιχειρήσεων. ΑΠΛΗ ΑΝΑΛΟΓΙΚΗ Συνεχίζων ὁ κ. Μαρκεζίνης εἶπεν ὅτι τὸ κόμμα του ὑποστηρίζει τὴν ἁπλῆν ἀναλογικὴν ὡς τὸ δικαιότερον ἐκλογικὸν σύστημα, διότι ἐπιτρέπει εἰς ὅλας τὰς παρατάξεις νὰ ἐκπροσωπηθοῦν εἰς τὴν Βουλὴν ἀναλόγως τῆς δυνάμεώς των. Κατόπιν παρεκάθισεν εἰς συνεστίασιν τῶν φίλων του, κατὰ τὴν ὁποίαν ἀντηλλάγησαν προπόσεις καὶ ἐξεφράσθη ἡ ἀφοσίωσις τῶν στελεχῶν πρὸς τὸν ἀρχηγόν.: [20, 381, 587, 660]
- section-ypomnima: ΤΟ ΥΠΟΜΝΗΜΑ ΤΗΣ «ΒΙΔΠΤ»: [1393, 415, 1532, 441]
- photo-betty: [788, 241, 965, 754]
- topline-kataskopeia: ΝΕΑ ΣΤΟΙΧΕΙΑ ΕΙΣ ΤΗΝ ΥΠΟΘΕΣΙΝ ΚΑΤΑΣΚΟΠΕΙΑΣ: [1177, 18, 1555, 33]
- kicker-profumo: Ὑπάρχει πολὺς ρύπος εἰς τὴν ὑπόθεσιν: [637, 20, 932, 37]
- subhead-patriarxis: Τὸν κατηγοροῦν αἱ φοιτητικαὶ ἑνώσεις ὡς ἐχθρὸν τῶν Τούρκων καὶ τοῦ Ἀτατοὺρκ καὶ προβάλλουν ἐκ νέου τὸν Παπαευτὺμ: [1007, 1557, 1530, 1628]
- section-plirofories: ΑΛΛΑΙ ΠΛΗΡΟΦΟΡΙΑΙ: [1195, 1732, 1341, 1746]
- headline-kapnoparagogoi: ΤΗΝ ΑΡΣΙΝ ΤΩΝ ΥΦΙΣΤΑΜΕΝΩΝ ΠΕΡΙΟΡΙΣΜΩΝ ΖΗΤΟΥΝ ΟΙ ΚΑΠΝΟΠΑΡΑΓΩΓΟΙ ΒΟΡ. ΕΛΛΑΔΟΣ: [616, 1098, 952, 1183]
- box-ankara: ΕΙΣ ΑΓΚΥΡΑΝ ΤΑ ΥΠΟΓΡΑΦΗ Η ΣΥΜΦΩΝΙΑ ΣΥΝΔΕΣΕΩΣ ΤΟΥΡΚΙΑΣ ΚΑΙ Ε.Κ.Α.: [1371, 1746, 1555, 1796]
